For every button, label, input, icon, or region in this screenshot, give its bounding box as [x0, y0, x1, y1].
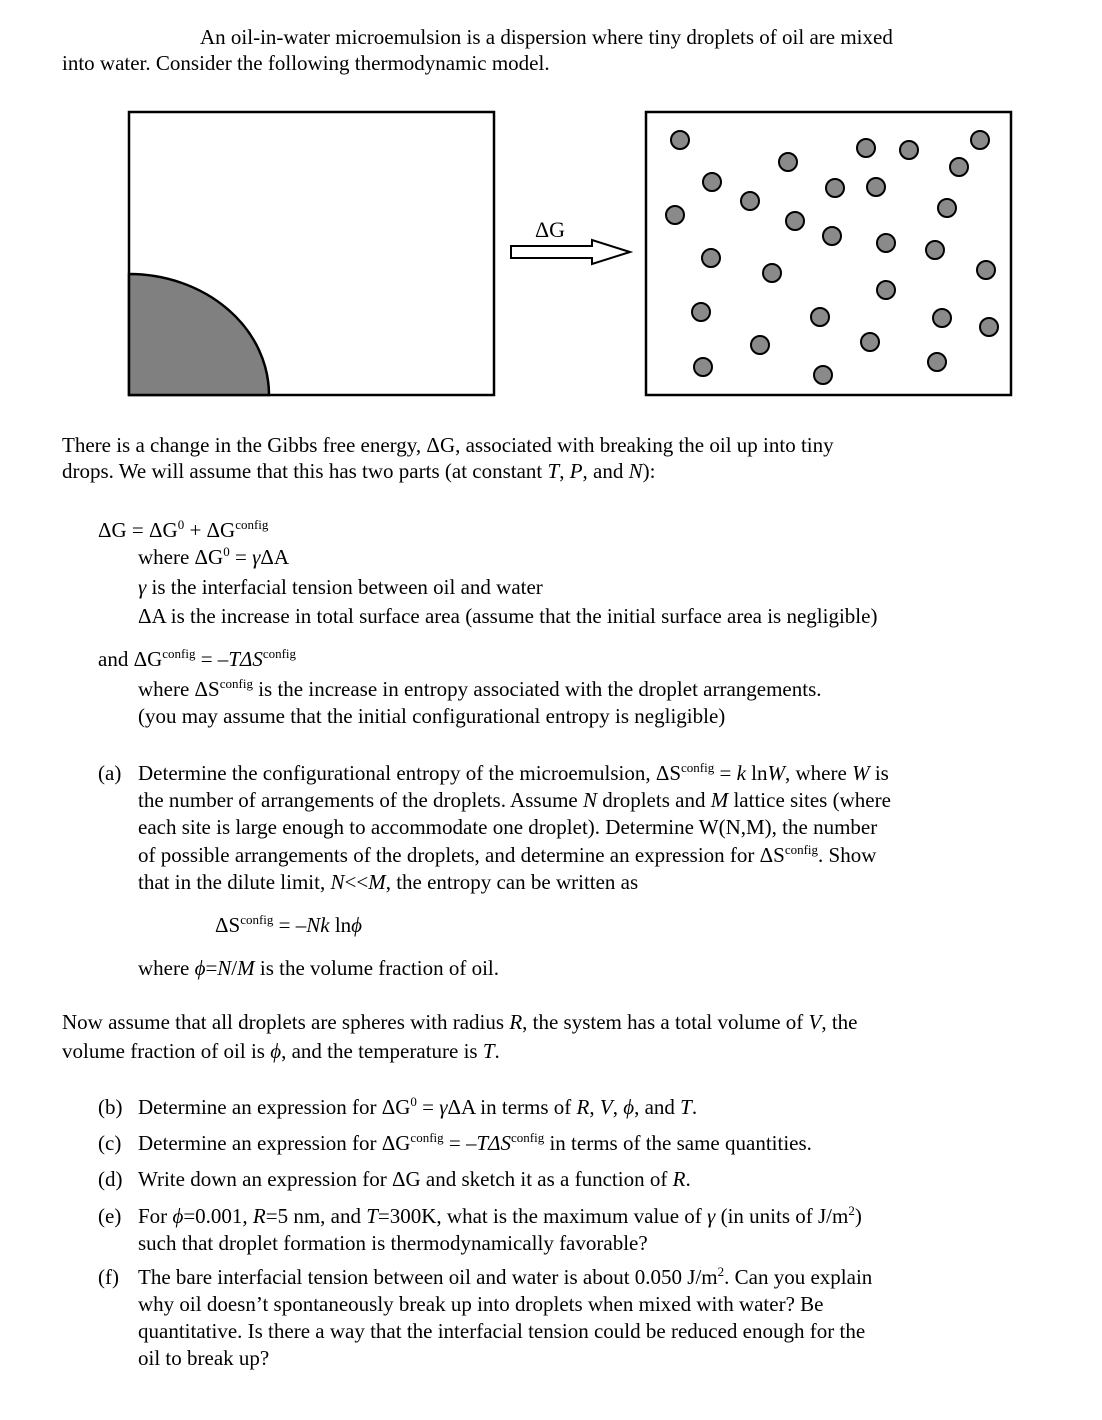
part-a-line-2: the number of arrangements of the droplets. Assume N droplets and M lattice sites (where: [138, 788, 891, 812]
equation-delta-g: $\Delta G = \Delta G^0 + \Delta G^{config}$: [98, 517, 269, 542]
part-a-line-4: of possible arrangements of the droplets, and determine an expression for $\Delta S^{config}$. Show: [138, 842, 877, 867]
oil-droplet: [702, 249, 720, 267]
oil-droplet: [926, 241, 944, 259]
oil-droplet: [867, 178, 885, 196]
equation-where-g0: where $\Delta G^0 = \gamma\Delta A$: [138, 544, 290, 569]
oil-droplet: [900, 141, 918, 159]
oil-droplet: [671, 131, 689, 149]
part-d-label: (d): [98, 1167, 123, 1191]
part-f-line-3: quantitative. Is there a way that the interfacial tension could be reduced enough for the: [138, 1319, 866, 1343]
para2-line-2: volume fraction of oil is ϕ, and the temperature is T.: [62, 1039, 500, 1063]
oil-droplet: [692, 303, 710, 321]
part-e-label: (e): [98, 1204, 122, 1228]
oil-droplet: [763, 264, 781, 282]
where-s-config-line-2: (you may assume that the initial configurational entropy is negligible): [138, 704, 726, 728]
delta-a-definition: ΔA is the increase in total surface area (assume that the initial surface area is negligible): [138, 604, 878, 628]
oil-droplet: [823, 227, 841, 245]
figure-diagram: [0, 0, 1102, 410]
part-a-line-3: each site is large enough to accommodate one droplet). Determine W(N,M), the number: [138, 815, 878, 839]
part-e-line-1: For ϕ=0.001, R=5 nm, and T=300K, what is the maximum value of γ (in units of $J/m^2$): [138, 1203, 862, 1228]
oil-droplet: [826, 179, 844, 197]
equation-g-config: and $\Delta G^{config} = -T\Delta S^{config}$: [98, 646, 297, 671]
oil-droplet: [814, 366, 832, 384]
part-a-line-5: that in the dilute limit, N<<M, the entropy can be written as: [138, 870, 639, 894]
part-c-label: (c): [98, 1131, 122, 1155]
oil-droplet: [666, 206, 684, 224]
part-a-where-phi: where ϕ=N/M is the volume fraction of oil.: [138, 956, 500, 980]
oil-droplet: [877, 234, 895, 252]
part-b-label: (b): [98, 1095, 123, 1119]
oil-droplet: [980, 318, 998, 336]
intro-line-2: into water. Consider the following thermodynamic model.: [62, 51, 550, 75]
oil-droplet: [779, 153, 797, 171]
oil-droplet: [933, 309, 951, 327]
part-f-line-2: why oil doesn’t spontaneously break up into droplets when mixed with water? Be: [138, 1292, 824, 1316]
part-a-entropy-equation: $\Delta S^{config} = -Nk$ lnϕ: [215, 912, 363, 937]
oil-droplet: [694, 358, 712, 376]
part-a-label: (a): [98, 761, 122, 785]
oil-droplet: [877, 281, 895, 299]
oil-droplet: [786, 212, 804, 230]
oil-droplet: [741, 192, 759, 210]
intro-line-1: An oil-in-water microemulsion is a dispersion where tiny droplets of oil are mixed: [200, 25, 893, 49]
part-b-text: Determine an expression for $\Delta G^0 = \gamma\Delta A$ in terms of R, V, ϕ, and T.: [138, 1094, 698, 1119]
para1-line-1: There is a change in the Gibbs free energy, ΔG, associated with breaking the oil up into tiny: [62, 433, 834, 457]
oil-droplet: [861, 333, 879, 351]
oil-droplet: [751, 336, 769, 354]
oil-droplet: [950, 158, 968, 176]
microemulsion-box: [646, 112, 1011, 395]
gamma-definition: γ is the interfacial tension between oil and water: [138, 575, 543, 599]
where-s-config: where $\Delta S^{config}$ is the increase in entropy associated with the droplet arrangements.: [138, 676, 822, 701]
oil-droplet: [938, 199, 956, 217]
arrow-label-delta-g: ΔG: [535, 217, 566, 242]
oil-droplet: [977, 261, 995, 279]
oil-droplet: [928, 353, 946, 371]
oil-droplet: [703, 173, 721, 191]
oil-droplet: [811, 308, 829, 326]
oil-droplet: [857, 139, 875, 157]
part-d-text: Write down an expression for ΔG and sketch it as a function of R.: [138, 1167, 691, 1191]
reaction-arrow: [511, 240, 630, 264]
para2-line-1: Now assume that all droplets are spheres with radius R, the system has a total volume of V, the: [62, 1010, 858, 1034]
oil-droplet: [971, 131, 989, 149]
part-f-line-1: The bare interfacial tension between oil and water is about 0.050 $J/m^2$. Can you explain: [138, 1264, 873, 1289]
part-f-line-4: oil to break up?: [138, 1346, 270, 1370]
para1-line-2: drops. We will assume that this has two parts (at constant T, P, and N):: [62, 459, 656, 483]
part-e-line-2: such that droplet formation is thermodynamically favorable?: [138, 1231, 648, 1255]
part-a-line-1: Determine the configurational entropy of the microemulsion, $\Delta S^{config} = k$ lnW, where W is: [138, 760, 889, 785]
part-c-text: Determine an expression for $\Delta G^{config} = -T\Delta S^{config}$ in terms of the same quantities.: [138, 1130, 812, 1155]
part-f-label: (f): [98, 1265, 119, 1289]
